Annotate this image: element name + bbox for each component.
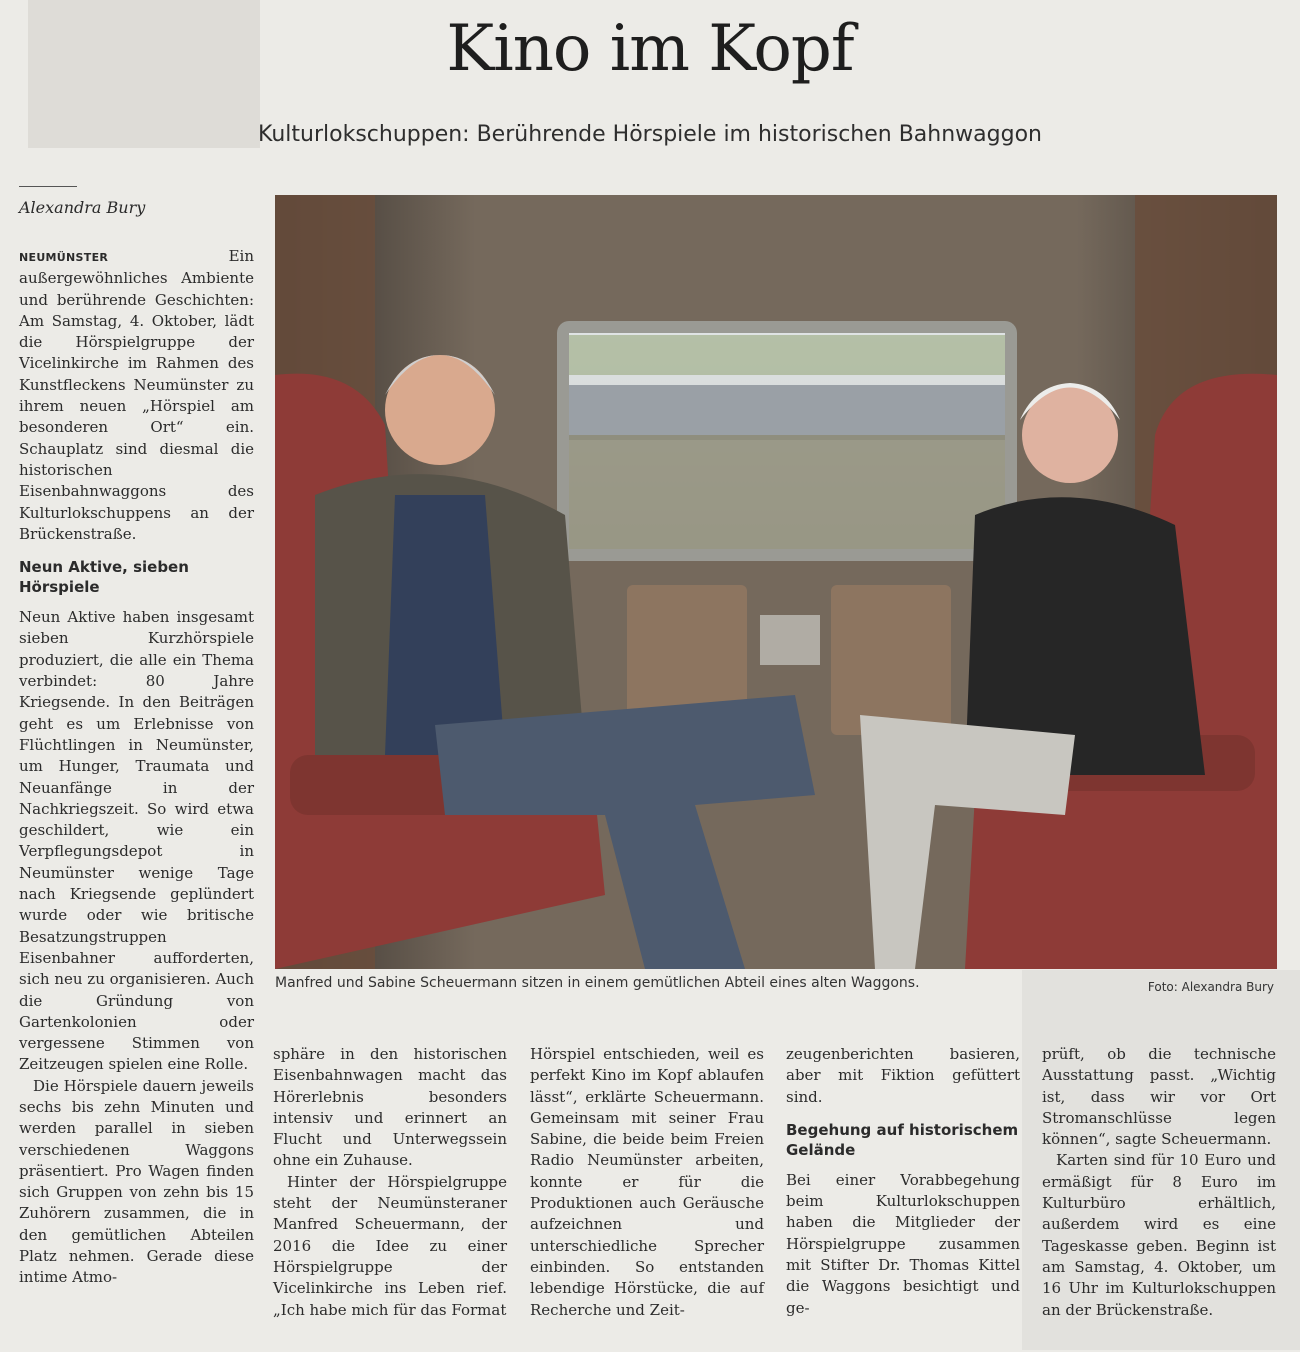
paragraph: prüft, ob die technische Ausstattung passt. „Wichtig ist, dass wir vor Ort Stromanschlüsse legen können“, sagte Scheuermann.: [1042, 1045, 1276, 1149]
paragraph: Neun Aktive haben insgesamt sieben Kurzhörspiele produziert, die alle ein Thema verbindet: 80 Jahre Kriegsende. In den Beiträgen geht es um Erlebnisse von Flüchtlingen in Neumünster, um Hunger, Traumata und Neuanfänge in der Nachkriegszeit. So wird etwa geschildert, wie ein Verpflegungsdepot in Neumünster wenige Tage nach Kriegsende geplündert wurde oder wie britische Besatzungstruppen Eisenbahner aufforderten, sich neu zu organisieren. Auch die Gründung von Gartenkolonien oder vergessene Stimmen von Zeitzeugen spielen eine Rolle.: [19, 608, 254, 1074]
section-subheading: Begehung auf historischem Gelände: [786, 1120, 1019, 1159]
text-column-2: [273, 1044, 507, 1321]
paragraph: Hinter der Hörspielgruppe steht der Neumünsteraner Manfred Scheuermann, der 2016 die Idee zu einer Hörspielgruppe der Vicelinkirche ins Leben rief. „Ich habe mich für das Format: [273, 1172, 507, 1319]
article-photo: [275, 195, 1277, 969]
paragraph: zeugenberichten basieren, aber mit Fiktion gefüttert sind.: [786, 1045, 1020, 1106]
photo-caption: Manfred und Sabine Scheuermann sitzen in einem gemütlichen Abteil eines alten Waggons.: [275, 975, 920, 991]
author-rule: [19, 186, 77, 187]
dateline: NEUMÜNSTER: [19, 251, 109, 264]
text-column-1: [19, 246, 254, 1289]
paragraph: [19, 246, 254, 545]
paragraph: Hörspiel entschieden, weil es perfekt Kino im Kopf ablaufen lässt“, erklärte Scheuermann. Gemeinsam mit seiner Frau Sabine, die beide beim Freien Radio Neumünster arbeiten, konnte er für die Produktionen auch Geräusche aufzeichnen und unterschiedliche Sprecher einbinden. So entstanden lebendige Hörstücke, die auf Recherche und Zeit-: [530, 1045, 764, 1319]
paragraph: Die Hörspiele dauern jeweils sechs bis zehn Minuten und werden parallel in sieben verschiedenen Waggons präsentiert. Pro Wagen finden sich Gruppen von zehn bis 15 Zuhörern zusammen, die in den gemütlichen Abteilen Platz nehmen. Gerade diese intime Atmo-: [19, 1076, 254, 1287]
photo-illustration: [275, 195, 1277, 969]
section-subheading: Neun Aktive, sieben Hörspiele: [19, 558, 189, 597]
paragraph: Bei einer Vorabbegehung beim Kulturlokschuppen haben die Mitglieder der Hörspielgruppe zusammen mit Stifter Dr. Thomas Kittel die Waggons besichtigt und ge-: [786, 1170, 1020, 1317]
article-subheadline: Kulturlokschuppen: Berührende Hörspiele im historischen Bahnwaggon: [258, 122, 1042, 147]
paragraph-text: Ein außergewöhnliches Ambiente und berührende Geschichten: Am Samstag, 4. Oktober, lädt die Hörspielgruppe der Vicelinkirche im Rahmen des Kunstfleckens Neumünster zu ihrem neuen „Hörspiel am besonderen Ort“ ein. Schauplatz sind diesmal die historischen Eisenbahnwaggons des Kulturlokschuppens an der Brückenstraße.: [19, 247, 254, 543]
text-column-3: [530, 1044, 764, 1321]
text-column-4: [786, 1044, 1020, 1319]
paragraph: Karten sind für 10 Euro und ermäßigt für 8 Euro im Kulturbüro erhältlich, außerdem wird es eine Tageskasse geben. Beginn ist am Samstag, 4. Oktober, um 16 Uhr im Kulturlokschuppen an der Brückenstraße.: [1042, 1151, 1276, 1319]
paragraph: sphäre in den historischen Eisenbahnwagen macht das Hörerlebnis besonders intensiv und erinnert an Flucht und Unterwegssein ohne ein Zuhause.: [273, 1045, 507, 1170]
text-column-5: [1042, 1044, 1276, 1321]
author-byline: Alexandra Bury: [19, 198, 146, 217]
photo-credit: Foto: Alexandra Bury: [1147, 980, 1274, 994]
article-headline: Kino im Kopf: [446, 12, 854, 86]
